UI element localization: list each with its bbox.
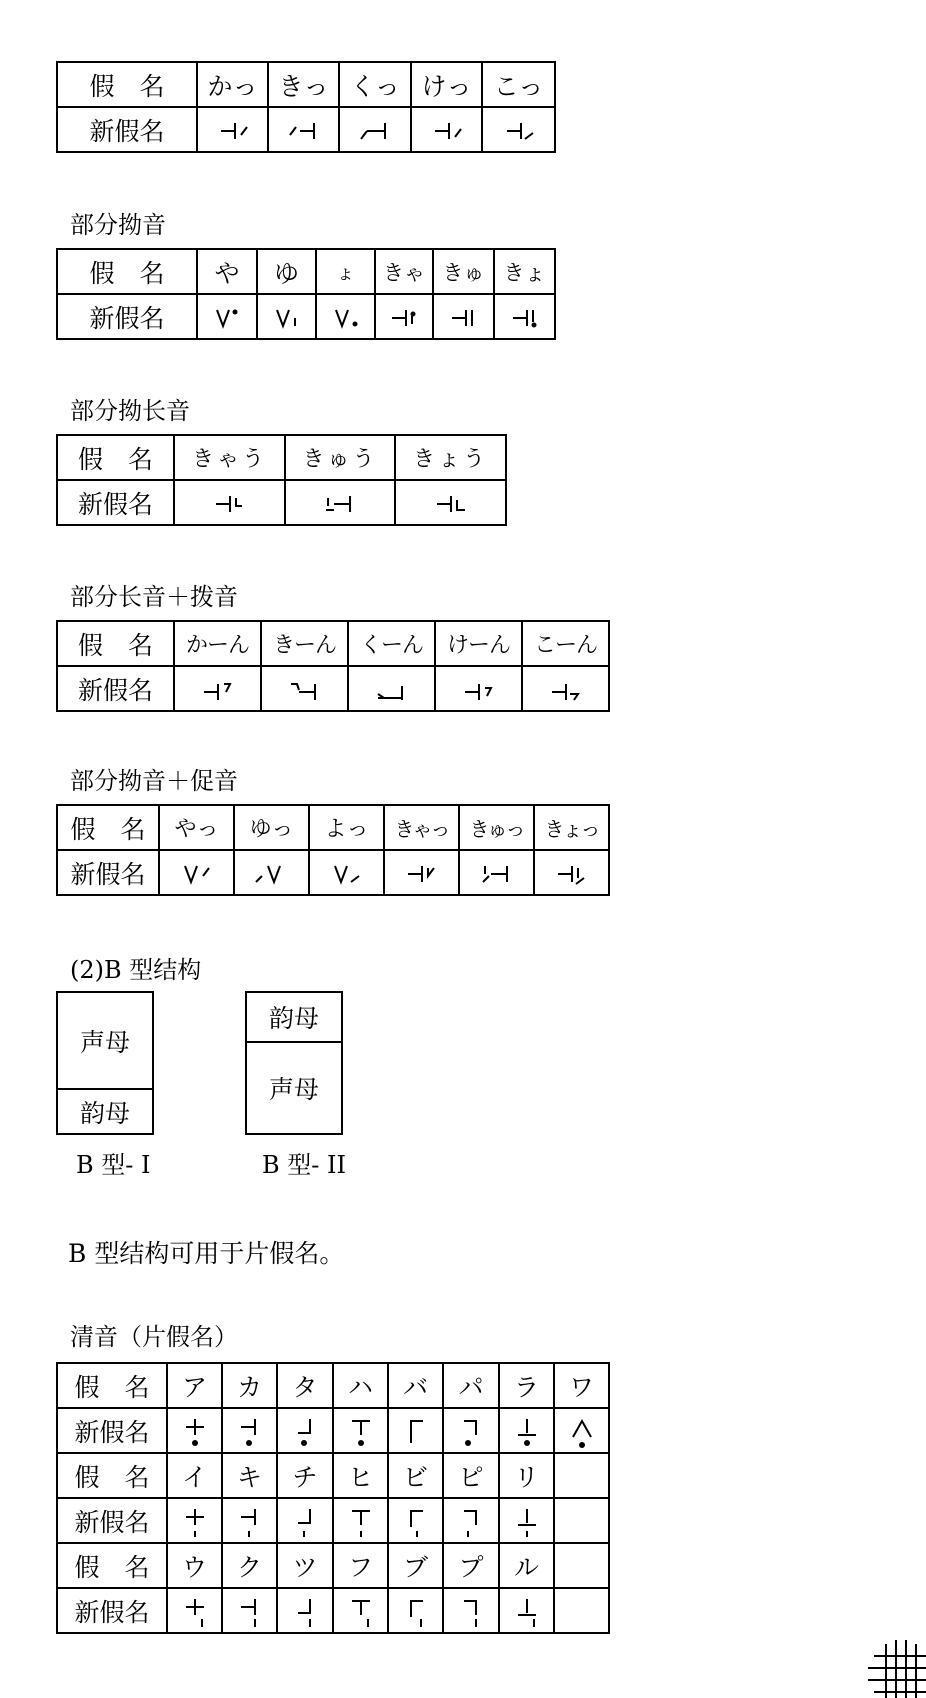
section-title-youon: 部分拗音 [70,211,166,239]
kana-cell [554,1543,609,1588]
kana-cell: タ [277,1363,333,1408]
new-kana-symbol-icon [534,850,609,895]
kana-cell: やっ [159,805,234,850]
new-kana-symbol-icon [277,1498,333,1543]
kana-cell: ピ [443,1453,499,1498]
kana-cell: こーん [522,621,609,666]
kana-cell: くっ [339,62,411,107]
new-kana-symbol-icon [197,294,257,339]
new-kana-symbol-icon [222,1498,277,1543]
new-kana-symbol-icon [309,850,384,895]
new-kana-symbol-icon [257,294,316,339]
kana-cell: リ [499,1453,554,1498]
new-kana-symbol-icon [443,1588,499,1633]
new-kana-symbol-icon [499,1408,554,1453]
row-label: 新假名 [57,294,197,339]
row-label: 假 名 [57,62,197,107]
new-kana-symbol-icon [388,1408,443,1453]
empty-cell [554,1588,609,1633]
new-kana-symbol-icon [339,107,411,152]
kana-cell: きっ [268,62,339,107]
kana-cell: イ [167,1453,222,1498]
new-kana-symbol-icon [554,1408,609,1453]
new-kana-symbol-icon [159,850,234,895]
kana-cell: パ [443,1363,499,1408]
kana-cell: カ [222,1363,277,1408]
new-kana-symbol-icon [167,1498,222,1543]
new-kana-symbol-icon [435,666,522,711]
row-label: 新假名 [57,850,159,895]
b-type-1-caption: B 型- I [76,1151,151,1179]
youon-long-table [56,434,507,526]
row-label: 假 名 [57,1453,167,1498]
section-title-long-n: 部分长音＋拨音 [70,583,238,611]
row-label: 假 名 [57,435,174,480]
youon-sokuon-table [56,804,610,896]
kana-cell: きょっ [534,805,609,850]
kana-cell: かーん [174,621,261,666]
row-label: 新假名 [57,666,174,711]
kana-cell: くーん [348,621,435,666]
kana-cell: きゃう [174,435,285,480]
b-type-2-caption: B 型- II [262,1151,346,1179]
kana-cell: こっ [482,62,555,107]
new-kana-symbol-icon [499,1498,554,1543]
new-kana-symbol-icon [316,294,375,339]
new-kana-symbol-icon [277,1408,333,1453]
new-kana-symbol-icon [482,107,555,152]
kana-cell: ク [222,1543,277,1588]
new-kana-symbol-icon [222,1588,277,1633]
kana-cell: ヒ [333,1453,388,1498]
new-kana-symbol-icon [443,1408,499,1453]
new-kana-symbol-icon [459,850,534,895]
kana-cell: ウ [167,1543,222,1588]
row-label: 新假名 [57,480,174,525]
row-label: 假 名 [57,249,197,294]
new-kana-symbol-icon [197,107,268,152]
kana-cell: きゅう [285,435,395,480]
grid-icon [868,1640,926,1698]
section-title-katakana: 清音（片假名） [70,1323,238,1351]
kana-cell: フ [333,1543,388,1588]
new-kana-symbol-icon [333,1588,388,1633]
row-label: 新假名 [57,107,197,152]
new-kana-symbol-icon [268,107,339,152]
kana-cell: ツ [277,1543,333,1588]
new-kana-symbol-icon [234,850,309,895]
new-kana-symbol-icon [174,480,285,525]
b-type-1-diagram [56,991,154,1135]
new-kana-symbol-icon [494,294,555,339]
row-label: 新假名 [57,1498,167,1543]
sokuon-table [56,61,556,153]
row-label: 新假名 [57,1408,167,1453]
b-type-note: B 型结构可用于片假名。 [68,1239,345,1268]
kana-cell: きーん [261,621,348,666]
kana-cell: バ [388,1363,443,1408]
new-kana-symbol-icon [522,666,609,711]
kana-cell: きゅっ [459,805,534,850]
new-kana-symbol-icon [443,1498,499,1543]
kana-cell: ハ [333,1363,388,1408]
youon-table [56,248,556,340]
kana-cell: ラ [499,1363,554,1408]
new-kana-symbol-icon [388,1498,443,1543]
new-kana-symbol-icon [333,1498,388,1543]
initial-label: 声母 [58,993,152,1090]
row-label: 假 名 [57,1543,167,1588]
final-label: 韵母 [247,993,341,1043]
katakana-table [56,1362,610,1634]
kana-cell: ょ [316,249,375,294]
kana-cell: キ [222,1453,277,1498]
section-title-b-type: (2)B 型结构 [70,956,202,984]
new-kana-symbol-icon [277,1588,333,1633]
new-kana-symbol-icon [333,1408,388,1453]
b-type-2-diagram [245,991,343,1135]
kana-cell: きゃ [375,249,433,294]
kana-cell: よっ [309,805,384,850]
new-kana-symbol-icon [411,107,482,152]
new-kana-symbol-icon [174,666,261,711]
kana-cell: ワ [554,1363,609,1408]
kana-cell: ブ [388,1543,443,1588]
new-kana-symbol-icon [375,294,433,339]
row-label: 假 名 [57,805,159,850]
long-n-table [56,620,610,712]
section-title-youon-long: 部分拗长音 [70,397,190,425]
section-title-youon-sokuon: 部分拗音＋促音 [70,767,238,795]
new-kana-symbol-icon [433,294,494,339]
empty-cell [554,1498,609,1543]
kana-cell: けーん [435,621,522,666]
new-kana-symbol-icon [285,480,395,525]
kana-cell: けっ [411,62,482,107]
kana-cell: ア [167,1363,222,1408]
new-kana-symbol-icon [499,1588,554,1633]
kana-cell: や [197,249,257,294]
row-label: 假 名 [57,621,174,666]
initial-label: 声母 [268,1075,319,1104]
kana-cell: チ [277,1453,333,1498]
new-kana-symbol-icon [167,1408,222,1453]
kana-cell: プ [443,1543,499,1588]
kana-cell: かっ [197,62,268,107]
new-kana-symbol-icon [261,666,348,711]
final-label: 韵母 [79,1098,130,1128]
kana-cell: ル [499,1543,554,1588]
kana-cell: ビ [388,1453,443,1498]
new-kana-symbol-icon [348,666,435,711]
new-kana-symbol-icon [222,1408,277,1453]
row-label: 新假名 [57,1588,167,1633]
kana-cell: きゃっ [384,805,459,850]
kana-cell: ゆっ [234,805,309,850]
kana-cell: きゅ [433,249,494,294]
new-kana-symbol-icon [167,1588,222,1633]
new-kana-symbol-icon [395,480,506,525]
new-kana-symbol-icon [388,1588,443,1633]
kana-cell: きょ [494,249,555,294]
kana-cell: ゆ [257,249,316,294]
kana-cell: きょう [395,435,506,480]
row-label: 假 名 [57,1363,167,1408]
kana-cell [554,1453,609,1498]
new-kana-symbol-icon [384,850,459,895]
